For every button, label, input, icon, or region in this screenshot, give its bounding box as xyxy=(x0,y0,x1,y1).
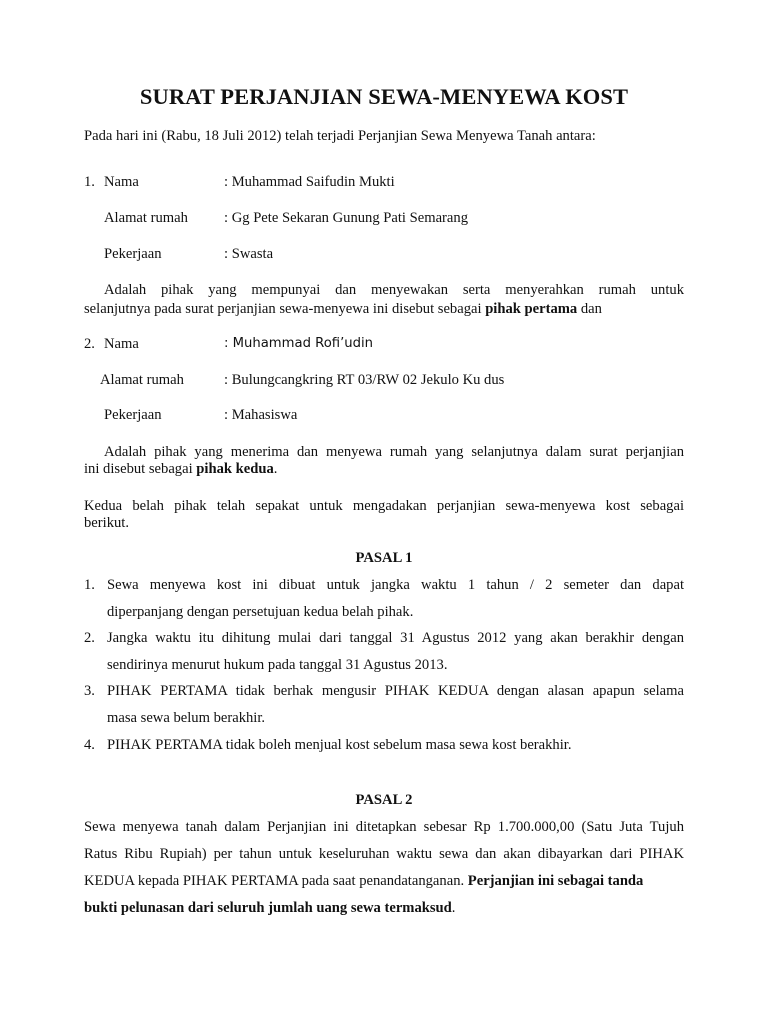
pasal-2-line-4-bold: bukti pelunasan dari seluruh jumlah uang sewa termaksud xyxy=(84,900,452,916)
party-1-address-label: Alamat rumah xyxy=(104,210,188,226)
pasal-1-item xyxy=(84,628,684,676)
party-2-desc-line-2 xyxy=(84,459,684,479)
pasal-1-item-line-1: Jangka waktu itu dihitung mulai dari tanggal 31 Agustus 2012 yang akan berakhir dengan xyxy=(107,630,684,646)
pasal-2-line-4-tail: . xyxy=(451,900,456,916)
pasal-1-item-line-1: PIHAK PERTAMA tidak boleh menjual kost sebelum masa sewa kost berakhir. xyxy=(107,737,572,753)
pasal-2-line-3-bold: Perjanjian ini sebagai tanda xyxy=(467,873,644,889)
party-2-job-row xyxy=(0,405,768,425)
party-2-desc-text: ini disebut sebagai xyxy=(84,461,197,477)
intro-paragraph: Pada hari ini (Rabu, 18 Juli 2012) telah terjadi Perjanjian Sewa Menyewa Tanah antara: xyxy=(84,128,596,144)
party-2-desc-line-1: Adalah pihak yang menerima dan menyewa rumah yang selanjutnya dalam surat perjanjian xyxy=(104,444,684,460)
pasal-1-heading: PASAL 1 xyxy=(355,550,413,566)
pasal-1-item xyxy=(84,575,684,623)
party-1-name-row xyxy=(0,172,768,192)
pasal-1-item-number: 2. xyxy=(84,630,95,646)
pasal-1-item-number: 3. xyxy=(84,683,95,699)
party-1-number: 1. xyxy=(84,174,95,190)
party-2-job-value: : Mahasiswa xyxy=(224,407,298,423)
agreement-line-1: Kedua belah pihak telah sepakat untuk mengadakan perjanjian sewa-menyewa kost sebagai xyxy=(84,498,684,514)
party-2-name-value: : Muhammad Rofi’udin xyxy=(224,336,374,351)
party-2-job-label: Pekerjaan xyxy=(104,407,162,423)
agreement-line-2: berikut. xyxy=(84,515,129,531)
party-2-name-label: Nama xyxy=(104,336,139,352)
pasal-2-heading: PASAL 2 xyxy=(355,792,413,808)
pasal-1-item-line-1: Sewa menyewa kost ini dibuat untuk jangka waktu 1 tahun / 2 semeter dan dapat xyxy=(107,577,684,593)
party-1-name-value: : Muhammad Saifudin Mukti xyxy=(224,174,395,190)
party-2-role: pihak kedua xyxy=(196,461,274,477)
party-1-desc-tail: dan xyxy=(577,301,602,317)
party-1-address-value: : Gg Pete Sekaran Gunung Pati Semarang xyxy=(224,210,468,226)
party-2-address-row xyxy=(0,370,768,390)
party-1-job-row xyxy=(0,244,768,264)
pasal-1-item-line-2: sendirinya menurut hukum pada tanggal 31 Agustus 2013. xyxy=(107,657,448,673)
party-1-role: pihak pertama xyxy=(485,301,578,317)
pasal-2-line-3 xyxy=(84,871,684,891)
pasal-1-item-number: 1. xyxy=(84,577,95,593)
party-2-name-row xyxy=(0,334,768,354)
party-1-job-value: : Swasta xyxy=(224,246,274,262)
pasal-1-item-number: 4. xyxy=(84,737,95,753)
party-1-name-label: Nama xyxy=(104,174,139,190)
party-2-address-value: : Bulungcangkring RT 03/RW 02 Jekulo Ku dus xyxy=(224,372,505,388)
party-1-desc-text: selanjutnya pada surat perjanjian sewa-menyewa ini disebut sebagai xyxy=(84,301,486,317)
pasal-2-line-4 xyxy=(84,898,684,918)
party-1-address-row xyxy=(0,208,768,228)
party-1-desc-line-2 xyxy=(84,299,684,319)
party-2-address-label: Alamat rumah xyxy=(100,372,184,388)
party-2-number: 2. xyxy=(84,336,95,352)
pasal-2-line-1: Sewa menyewa tanah dalam Perjanjian ini ditetapkan sebesar Rp 1.700.000,00 (Satu Juta Tujuh xyxy=(84,819,684,835)
pasal-1-item xyxy=(84,681,684,729)
pasal-1-item-line-2: masa sewa belum berakhir. xyxy=(107,710,266,726)
party-2-desc-tail: . xyxy=(273,461,278,477)
pasal-2-line-3-text: KEDUA kepada PIHAK PERTAMA pada saat penandatanganan. xyxy=(84,873,468,889)
pasal-1-item xyxy=(84,735,684,757)
document-title: SURAT PERJANJIAN SEWA-MENYEWA KOST xyxy=(139,84,629,109)
party-1-desc-line-1: Adalah pihak yang mempunyai dan menyewakan serta menyerahkan rumah untuk xyxy=(104,282,684,298)
pasal-1-item-line-2: diperpanjang dengan persetujuan kedua belah pihak. xyxy=(107,604,414,620)
pasal-1-item-line-1: PIHAK PERTAMA tidak berhak mengusir PIHAK KEDUA dengan alasan apapun selama xyxy=(107,683,684,699)
party-1-job-label: Pekerjaan xyxy=(104,246,162,262)
pasal-2-line-2: Ratus Ribu Rupiah) per tahun untuk keseluruhan waktu sewa dan akan dibayarkan dari PIHAK xyxy=(84,846,684,862)
